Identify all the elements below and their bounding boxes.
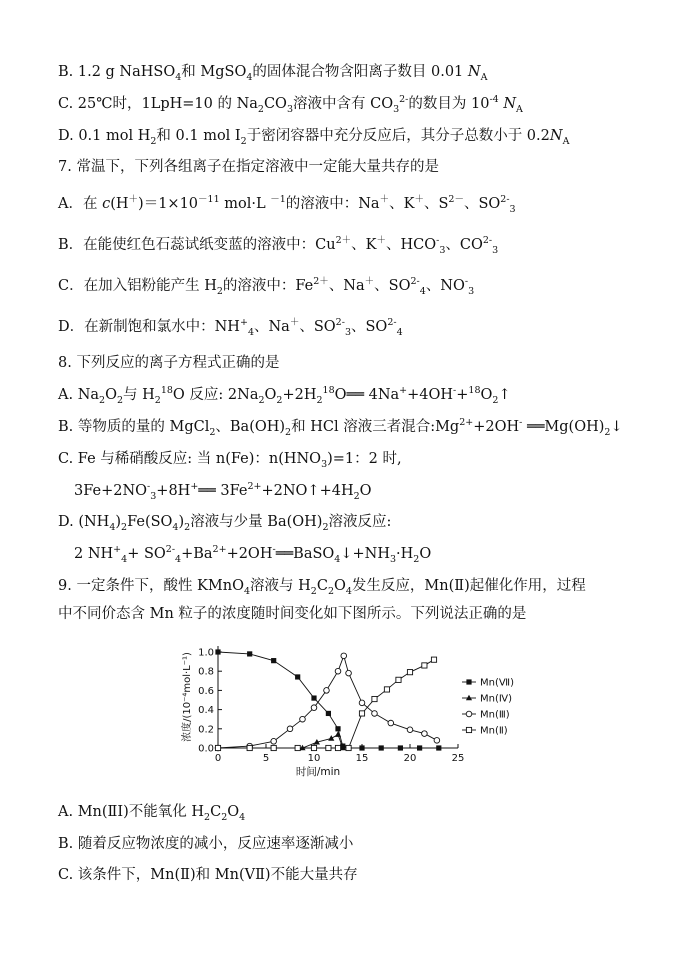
option-b-line: B. 1.2 g NaHSO$_4$和 MgSO$_4$的固体混合物含阳离子数目 0.01 $N_A$ bbox=[58, 64, 488, 83]
data-point-mn3 bbox=[341, 653, 347, 659]
data-point-mn3 bbox=[407, 727, 413, 733]
option-d-line: D. 0.1 mol $H_2$和 0.1 mol $I_2$于密闭容器中充分反应后，其分子总数小于 $0.2N_A$ bbox=[58, 128, 570, 147]
y-axis-label: 浓度/(10⁻⁴mol·L⁻¹) bbox=[182, 652, 193, 742]
q8-option-c-equation: $3Fe+2NO^-_3+8H^+══$ $3Fe^{2+}+2NO↑+4H_2O$ bbox=[74, 481, 372, 502]
question-8-stem: 8. 下列反应的离子方程式正确的是 bbox=[58, 355, 280, 371]
data-point-mn4 bbox=[328, 735, 334, 741]
data-point-mn7 bbox=[436, 745, 441, 750]
question-7-stem: 7. 常温下，下列各组离子在指定溶液中一定能大量共存的是 bbox=[58, 159, 439, 175]
data-point-mn7 bbox=[359, 745, 364, 750]
data-point-mn4 bbox=[335, 731, 341, 737]
question-9-stem: 9. 一定条件下，酸性 KMnO$_4$溶液与 $H_2C_2O_4$发生反应，Mn(Ⅱ)起催化作用，过程 bbox=[58, 578, 586, 597]
y-tick-label: 0.2 bbox=[198, 724, 214, 736]
data-point-mn7 bbox=[417, 745, 422, 750]
x-tick-label: 10 bbox=[307, 753, 321, 764]
data-point-mn2 bbox=[215, 745, 220, 750]
x-axis-label: 时间/min bbox=[295, 766, 341, 778]
data-point-mn3 bbox=[359, 700, 365, 706]
legend-marker-mn3 bbox=[466, 711, 472, 717]
question-9-stem-cont: 中不同价态含 Mn 粒子的浓度随时间变化如下图所示。下列说法正确的是 bbox=[58, 606, 527, 622]
q8-option-d: D. $(NH_4)_2Fe(SO_4)_2$溶液与少量 $Ba(OH)_2$溶液反应: bbox=[58, 514, 392, 533]
x-tick-label: 0 bbox=[214, 753, 222, 764]
legend-marker-mn2 bbox=[466, 727, 471, 732]
data-point-mn3 bbox=[335, 668, 341, 674]
data-point-mn7 bbox=[311, 695, 316, 700]
data-point-mn3 bbox=[311, 705, 317, 711]
option-c-line: C. 25℃时，1LpH=10 的 $Na_2CO_3$溶液中含有 $CO_3^{2-}$的数目为 $10^{-4}$ $N_A$ bbox=[58, 94, 523, 115]
data-point-mn7 bbox=[295, 674, 300, 679]
data-point-mn3 bbox=[434, 738, 440, 744]
y-tick-label: 0.4 bbox=[198, 705, 214, 717]
data-point-mn3 bbox=[271, 738, 277, 744]
legend-label-mn3: Mn(Ⅲ) bbox=[480, 709, 510, 721]
x-tick-label: 25 bbox=[451, 753, 465, 764]
q7-option-a: A．在 $c(H^+)=1\times 10^{-11}$ mol·L $^{-1}$的溶液中：Na＋、K＋、$S^{2-}$、$SO^{2-}_3$ bbox=[58, 194, 516, 215]
concentration-time-chart bbox=[180, 638, 520, 793]
data-point-mn2 bbox=[247, 745, 252, 750]
data-point-mn3 bbox=[346, 670, 352, 676]
data-point-mn2 bbox=[372, 696, 377, 701]
data-point-mn2 bbox=[311, 745, 316, 750]
data-point-mn2 bbox=[271, 745, 276, 750]
data-point-mn3 bbox=[388, 720, 394, 726]
data-point-mn2 bbox=[384, 687, 389, 692]
legend-label-mn7: Mn(Ⅶ) bbox=[480, 677, 514, 689]
series-line-mn7 bbox=[218, 652, 439, 748]
legend-label-mn2: Mn(Ⅱ) bbox=[480, 725, 508, 737]
y-tick-label: 0.8 bbox=[198, 666, 214, 678]
y-tick-label: 1.0 bbox=[198, 647, 214, 659]
data-point-mn7 bbox=[326, 711, 331, 716]
data-point-mn2 bbox=[335, 745, 340, 750]
data-point-mn3 bbox=[422, 731, 428, 737]
q8-option-d-equation: 2 $NH^+_4+$ $SO^{2-}_4+Ba^{2+}+2OH^-══BaSO_4↓+NH_3\cdot H_2O$ bbox=[74, 544, 432, 565]
data-point-mn7 bbox=[398, 745, 403, 750]
legend-marker-mn7 bbox=[466, 679, 471, 684]
x-tick-label: 20 bbox=[403, 753, 417, 764]
data-point-mn2 bbox=[359, 711, 364, 716]
data-point-mn2 bbox=[326, 745, 331, 750]
data-point-mn7 bbox=[379, 745, 384, 750]
data-point-mn7 bbox=[215, 649, 220, 654]
y-tick-label: 0.6 bbox=[198, 685, 214, 697]
q9-option-a: A. Mn(ⅡI)不能氧化 $H_2C_2O_4$ bbox=[58, 804, 246, 823]
x-tick-label: 15 bbox=[355, 753, 369, 764]
q7-option-b: B．在能使红色石蕊试纸变蓝的溶液中：$Cu^{2+}$、K＋、$HCO^-_3$、$CO^{2-}_3$ bbox=[58, 235, 499, 256]
q7-option-c: C．在加入铝粉能产生 $H_2$的溶液中：$Fe^{2+}$、Na＋、$SO^{2-}_4$、$NO^-_3$ bbox=[58, 276, 475, 297]
legend-label-mn4: Mn(Ⅳ) bbox=[480, 693, 512, 705]
data-point-mn7 bbox=[271, 658, 276, 663]
data-point-mn2 bbox=[295, 745, 300, 750]
q8-option-c: C. Fe 与稀硝酸反应: 当 n(Fe)：$n(HNO_3)=1$：2 时, bbox=[58, 451, 402, 470]
q8-option-b: B. 等物质的量的 MgCl$_2$、$Ba(OH)_2$和 HCl 溶液三者混合$:Mg^{2+}+2OH^-$ $══Mg(OH)_2↓$ bbox=[58, 417, 623, 438]
q9-option-c: C. 该条件下，Mn(Ⅱ)和 Mn(VⅡ)不能大量共存 bbox=[58, 867, 358, 883]
series-line-mn2 bbox=[218, 660, 434, 748]
data-point-mn3 bbox=[287, 726, 293, 732]
data-point-mn2 bbox=[422, 663, 427, 668]
data-point-mn3 bbox=[300, 716, 306, 722]
y-tick-label: 0.0 bbox=[198, 743, 214, 755]
data-point-mn7 bbox=[335, 726, 340, 731]
data-point-mn2 bbox=[346, 745, 351, 750]
data-point-mn2 bbox=[396, 677, 401, 682]
data-point-mn2 bbox=[407, 670, 412, 675]
data-point-mn3 bbox=[372, 711, 378, 717]
data-point-mn2 bbox=[431, 657, 436, 662]
q8-option-a: A. $Na_2O_2$与 $H_2^{18}O$ 反应: $2Na_2O_2+2H_2^{18}O══$ $4Na^++4OH^-+^{18}O_2↑$ bbox=[58, 385, 511, 406]
legend-marker-mn4 bbox=[466, 695, 472, 701]
q9-option-b: B. 随着反应物浓度的减小，反应速率逐渐减小 bbox=[58, 836, 354, 852]
data-point-mn3 bbox=[324, 688, 330, 694]
data-point-mn7 bbox=[247, 651, 252, 656]
series-line-mn3 bbox=[218, 656, 437, 748]
q7-option-d: D．在新制饱和氯水中：$NH^+_4$、Na＋、$SO^{2-}_3$、$SO^{2-}_4$ bbox=[58, 317, 403, 338]
x-tick-label: 5 bbox=[262, 753, 270, 764]
